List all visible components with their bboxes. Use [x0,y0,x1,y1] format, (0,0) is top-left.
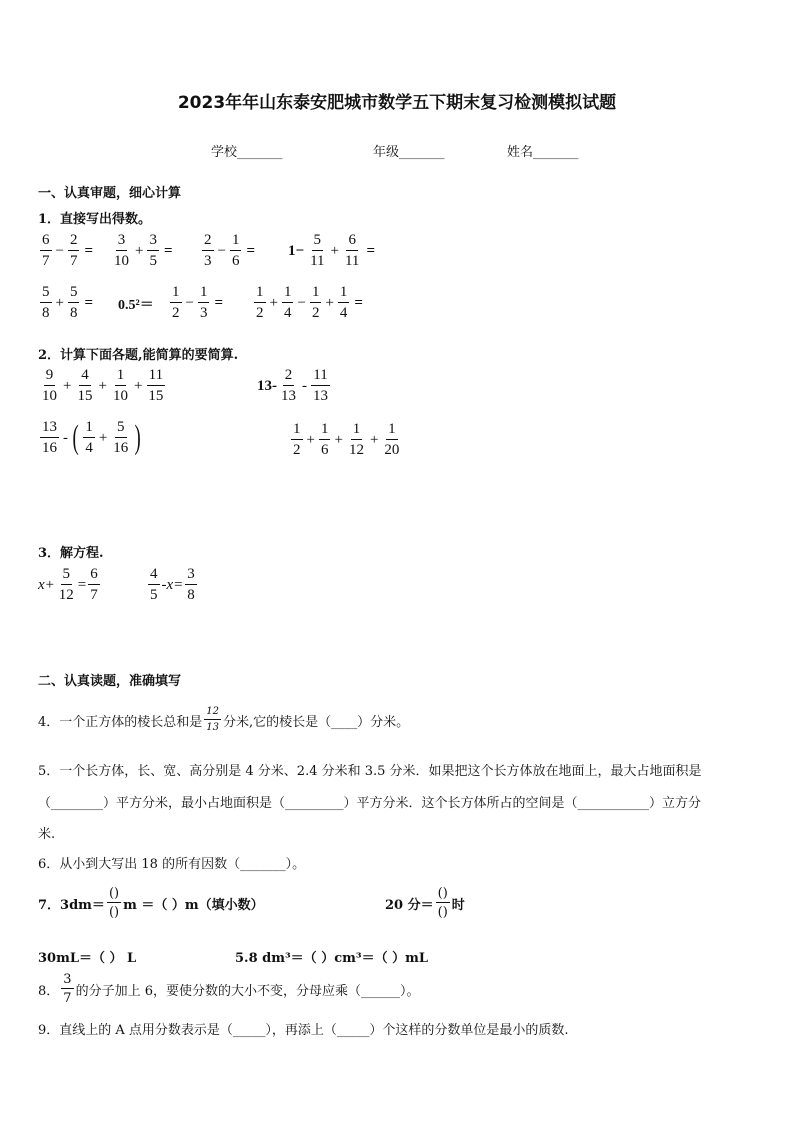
fraction: $\frac{3}{8}$ [187,566,195,603]
fraction: $\frac{2}{13}$ [281,367,296,404]
school-field: 学校_______ [211,145,283,160]
q3-equation-2: $\frac{4}{5}$ -x= $\frac{3}{8}$ [150,566,195,603]
question-3-label: 3．解方程. [38,546,104,561]
fraction: $\frac{6}{11}$ [344,232,360,269]
fraction: $\frac{1}{2}$ [311,284,320,321]
fraction: $\frac{1}{3}$ [199,284,208,321]
fraction: $\frac{1}{6}$ [231,232,240,269]
section-2-heading: 二、认真读题，准确填写 [38,674,182,689]
q1-expr-8: $\frac{1}{2}$ + $\frac{1}{4}$ − $\frac{1}{2}$ + $\frac{1}{4}$ = [256,284,363,321]
fraction: $\frac{3}{5}$ [149,232,157,269]
q2-expr-3: $\frac{13}{16}$ - ( $\frac{1}{4}$ + $\frac{5}{16}$ ) [42,419,142,456]
fraction: $\frac{1}{2}$ [256,284,264,321]
fraction: $\frac{1}{4}$ [339,284,348,321]
fraction: $\frac{4}{5}$ [150,566,158,603]
fraction: $\frac{12}{13}$ [206,706,220,733]
q1-expr-1: $\frac{6}{7}$ − $\frac{2}{7}$ = [42,232,94,269]
fraction: $\frac{13}{16}$ [42,419,57,456]
question-8: 8． $\frac{3}{7}$ 的分子加上 6，要使分数的大小不变，分母应乘（______）。 [38,972,420,1006]
fraction: $\frac{4}{15}$ [77,367,93,404]
fraction: $\frac{1}{12}$ [348,421,364,458]
question-9: 9．直线上的 A 点用分数表示是（_____），再添上（_____）个这样的分数单位是最小的质数. [38,1023,569,1038]
q2-expr-2: 13- $\frac{2}{13}$ - $\frac{11}{13}$ [257,367,328,404]
question-6: 6．从小到大写出 18 的所有因数（_______）。 [38,857,306,872]
fraction-blank: $\frac{()}{()}$ [437,886,448,920]
fraction: $\frac{5}{11}$ [310,232,325,269]
fraction: $\frac{3}{7}$ [63,972,72,1006]
fraction: $\frac{5}{16}$ [113,419,129,456]
fraction: $\frac{2}{3}$ [204,232,212,269]
fraction: $\frac{3}{10}$ [114,232,129,269]
fraction: $\frac{1}{6}$ [320,421,329,458]
question-7-line-1a: 7．3dm＝ $\frac{()}{()}$ m ＝（ ）m（填小数） [38,886,264,920]
section-1-heading: 一、认真审题，细心计算 [38,186,182,201]
fraction-blank: $\frac{()}{()}$ [108,886,120,920]
fraction: $\frac{5}{12}$ [58,566,74,603]
fraction: $\frac{1}{10}$ [112,367,128,404]
fraction: $\frac{11}{13}$ [313,367,328,404]
name-field: 姓名_______ [507,145,579,160]
question-4: 4．一个正方体的棱长总和是 $\frac{12}{13}$ 分米,它的棱长是（____）分米。 [38,706,410,733]
page-title: 2023年年山东泰安肥城市数学五下期末复习检测模拟试题 [177,93,617,113]
question-2-label: 2．计算下面各题,能简算的要简算. [38,348,239,363]
question-5-line-3: 米. [38,827,56,842]
fraction: $\frac{1}{4}$ [85,419,93,456]
question-5-line-1: 5．一个长方体，长、宽、高分别是 4 分米、2.4 分米和 3.5 分米．如果把这个长方体放在地面上，最大占地面积是 [38,764,702,779]
question-7-line-2a: 30mL＝（ ） L [38,951,137,966]
question-5-line-2: （________）平方分米，最小占地面积是（_________）平方分米．这个长方体所占的空间是（___________）立方分 [38,796,702,811]
question-7-line-1b: 20 分＝ $\frac{()}{()}$ 时 [385,886,465,920]
fraction: $\frac{5}{8}$ [69,284,78,321]
q1-expr-3: $\frac{2}{3}$ − $\frac{1}{6}$ = [204,232,256,269]
fraction: $\frac{1}{4}$ [283,284,292,321]
fraction: $\frac{2}{7}$ [69,232,78,269]
fraction: $\frac{5}{8}$ [42,284,50,321]
fraction: $\frac{1}{2}$ [172,284,180,321]
grade-field: 年级_______ [373,145,445,160]
fraction: $\frac{1}{20}$ [384,421,400,458]
fraction: $\frac{6}{7}$ [90,566,98,603]
question-1-label: 1．直接写出得数。 [38,212,152,227]
q1-expr-5: $\frac{5}{8}$ + $\frac{5}{8}$ = [42,284,94,321]
fraction: $\frac{9}{10}$ [42,367,57,404]
q1-expr-4: 1− $\frac{5}{11}$ + $\frac{6}{11}$ = [288,232,375,269]
q1-expr-2: $\frac{3}{10}$ + $\frac{3}{5}$ = [114,232,173,269]
q1-expr-7: $\frac{1}{2}$ − $\frac{1}{3}$ = [172,284,224,321]
fraction: $\frac{1}{2}$ [293,421,301,458]
q3-equation-1: x+ $\frac{5}{12}$ = $\frac{6}{7}$ [38,566,98,603]
fraction: $\frac{11}{15}$ [148,367,164,404]
q2-expr-4: $\frac{1}{2}$ + $\frac{1}{6}$ + $\frac{1}{12}$ + $\frac{1}{20}$ [293,421,400,458]
q1-expr-6: 0.5²＝ [118,298,154,313]
q2-expr-1: $\frac{9}{10}$ + $\frac{4}{15}$ + $\frac{1}{10}$ + $\frac{11}{15}$ [42,367,164,404]
fraction: $\frac{6}{7}$ [42,232,50,269]
question-7-line-2b: 5.8 dm³＝（ ）cm³＝（ ）mL [235,951,428,966]
